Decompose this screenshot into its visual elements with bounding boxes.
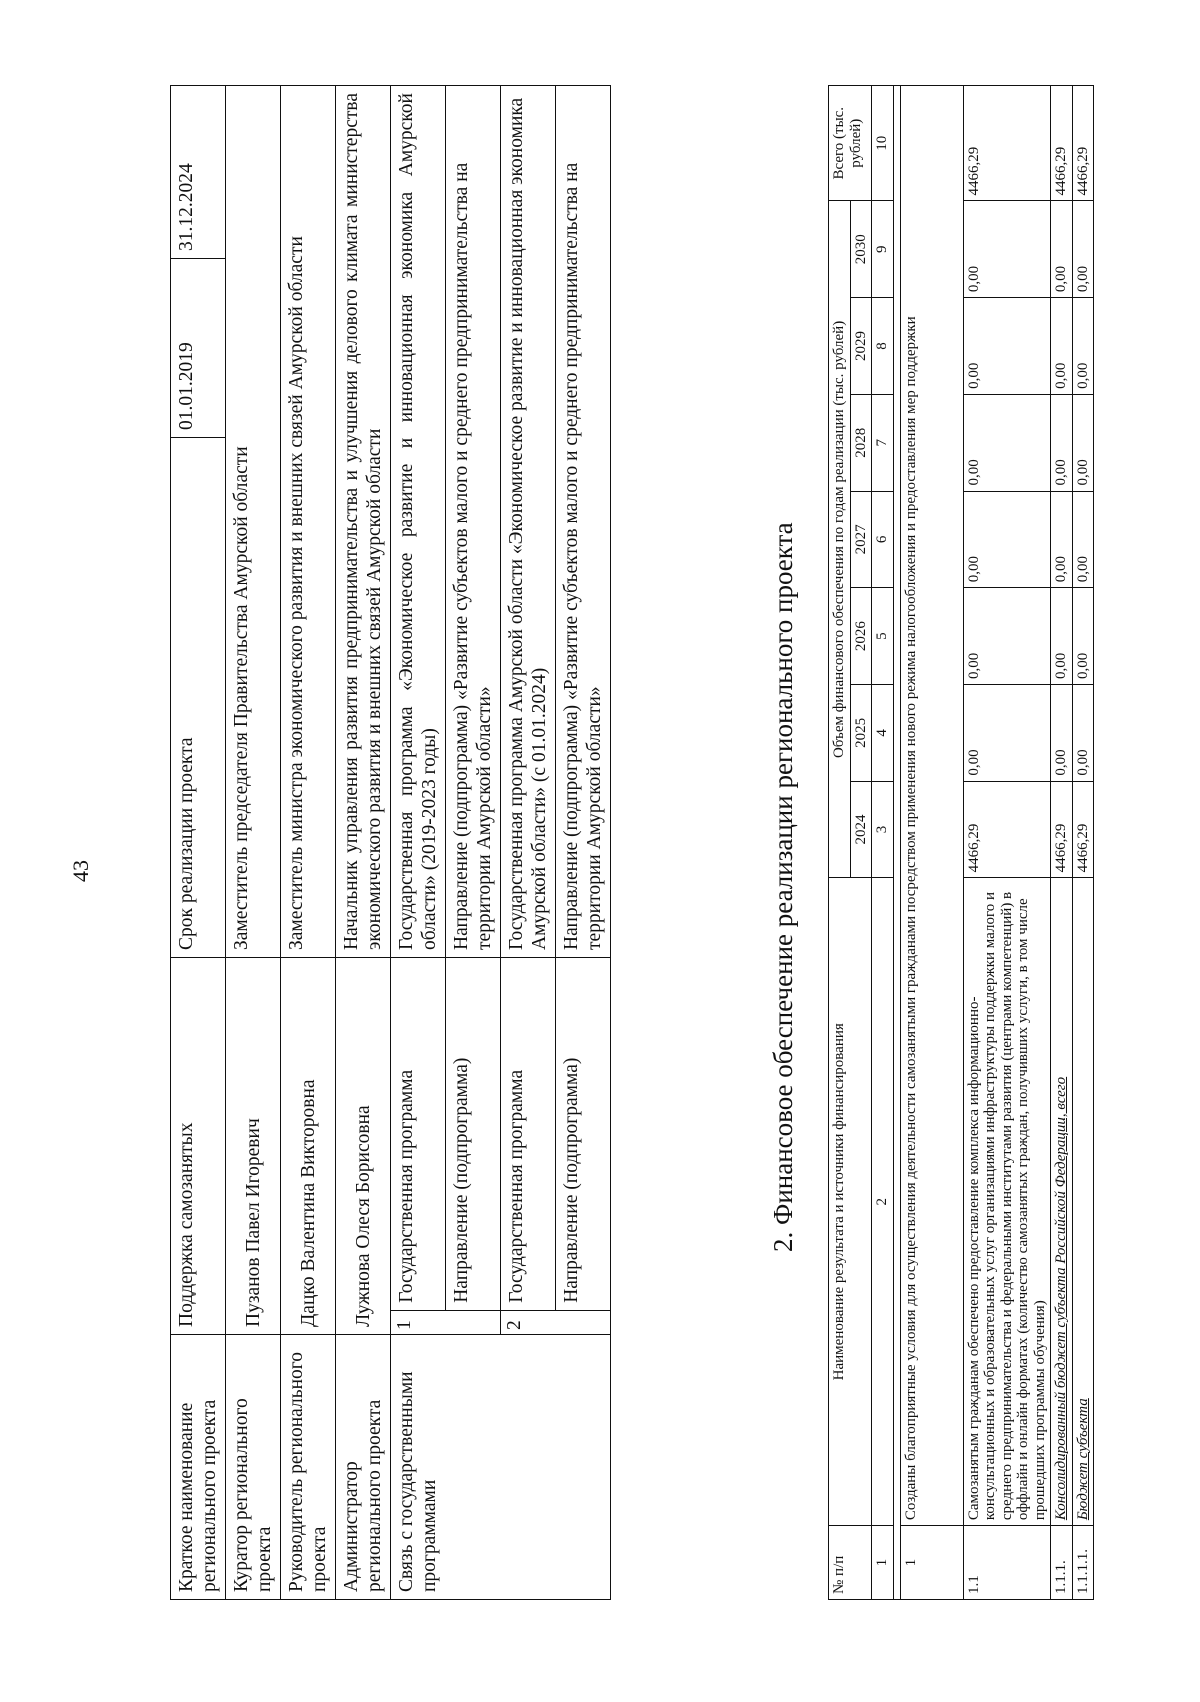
column-number: 7 [872,394,894,491]
row-value: 4466,29 [1051,781,1073,878]
row-value: 4466,29 [963,781,1051,878]
row-value: 0,00 [1072,684,1094,781]
column-number: 3 [872,781,894,878]
subprogram-value: Направление (подпрограмма) «Развитие субъектов малого и среднего предпринимательства на территории Амурской области» [446,86,501,958]
header-name: Наименование результата и источники финансирования [829,878,872,1526]
header-year: 2025 [850,684,872,781]
header-total: Всего (тыс. рублей) [829,86,872,201]
header-num: № п/п [829,1526,872,1600]
row-total: 4466,29 [1051,86,1073,201]
column-number: 8 [872,298,894,395]
row-name: Консолидированный бюджет субъекта Российской Федерации, всего [1051,878,1073,1526]
table-row [226,86,281,1600]
column-number: 9 [872,201,894,298]
table-row [1051,86,1073,1600]
period-label: Срок реализации проекта [171,438,226,958]
table-row [171,86,226,1600]
link-label: Связь с государственными программами [391,1335,611,1600]
task-text: Созданы благоприятные условия для осуществления деятельности самозанятыми гражданами посредством применения нового режима налогообложения и предоставления мер поддержки [900,86,963,1526]
program-value: Государственная программа Амурской области «Экономическое развитие и инновационная экономика Амурской области» (с 01.01.2024) [501,86,556,958]
row-value: 0,00 [1051,394,1073,491]
period-start: 01.01.2019 [171,259,226,438]
header-year: 2029 [850,298,872,395]
table-row [1072,86,1094,1600]
table-row [281,86,336,1600]
head-label: Руководитель регионального проекта [281,1335,336,1600]
period-end: 31.12.2024 [171,86,226,259]
subprogram-label: Направление (подпрограмма) [446,958,501,1311]
project-info-table [170,85,611,1600]
head-name: Дацко Валентина Викторовна [281,958,336,1335]
row-name: Самозанятым гражданам обеспечено предоставление комплекса информационно-консультационных и образовательных услуг организациями инфраструктуры поддержки малого и среднего предпринимательства и федеральными институтами развития (центрами компетенций) в оффлайн и онлайн форматах (количество самозанятых граждан, получивших услуги, в том числе прошедших программы обучения) [963,878,1051,1526]
short-name-label: Краткое наименование регионального проекта [171,1335,226,1600]
row-value: 0,00 [1051,298,1073,395]
header-volume: Объем финансового обеспечения по годам реализации (тыс. рублей) [829,201,851,878]
row-num: 1.1.1.1. [1072,1526,1094,1600]
column-number: 1 [872,1526,894,1600]
task-num: 1 [900,1526,963,1600]
row-total: 4466,29 [1072,86,1094,201]
subprogram-label: Направление (подпрограмма) [556,958,611,1311]
row-value: 0,00 [1051,201,1073,298]
program-number: 2 [501,1310,611,1334]
financing-table [828,85,1094,1600]
row-value: 0,00 [1072,201,1094,298]
row-name: Бюджет субъекта [1072,878,1094,1526]
admin-label: Администратор регионального проекта [336,1335,391,1600]
row-value: 0,00 [963,298,1051,395]
table-row [963,86,1051,1600]
row-value: 4466,29 [1072,781,1094,878]
column-number: 4 [872,684,894,781]
column-number: 6 [872,491,894,588]
column-number-row [872,86,894,1600]
row-value: 0,00 [1051,684,1073,781]
page-number: 43 [68,860,93,882]
row-value: 0,00 [963,684,1051,781]
separator-cell [893,86,900,1600]
row-value: 0,00 [963,394,1051,491]
table-header-row [829,86,851,1600]
program-label: Государственная программа [501,958,556,1311]
header-year: 2024 [850,781,872,878]
row-total: 4466,29 [963,86,1051,201]
row-value: 0,00 [963,201,1051,298]
curator-label: Куратор регионального проекта [226,1335,281,1600]
short-name-value: Поддержка самозанятых [171,958,226,1335]
column-number: 10 [872,86,894,201]
curator-name: Пузанов Павел Игоревич [226,958,281,1335]
column-number: 5 [872,588,894,685]
row-num: 1.1.1. [1051,1526,1073,1600]
row-num: 1.1 [963,1526,1051,1600]
row-value: 0,00 [963,588,1051,685]
header-year: 2028 [850,394,872,491]
row-value: 0,00 [1072,491,1094,588]
task-row [900,86,963,1600]
table-row [391,86,446,1600]
separator-row [893,86,900,1600]
row-value: 0,00 [1051,491,1073,588]
row-value: 0,00 [1072,298,1094,395]
row-value: 0,00 [1072,588,1094,685]
section-title: 2. Финансовое обеспечение реализации регионального проекта [768,522,798,1252]
curator-position: Заместитель председателя Правительства Амурской области [226,86,281,958]
header-year: 2027 [850,491,872,588]
program-number: 1 [391,1310,501,1334]
program-value: Государственная программа «Экономическое развитие и инновационная экономика Амурской области» (2019-2023 годы) [391,86,446,958]
admin-position: Начальник управления развития предпринимательства и улучшения делового климата министерства экономического развития и внешних связей Амурской области [336,86,391,958]
row-value: 0,00 [1072,394,1094,491]
row-value: 0,00 [1051,588,1073,685]
head-position: Заместитель министра экономического развития и внешних связей Амурской области [281,86,336,958]
column-number: 2 [872,878,894,1526]
header-year: 2026 [850,588,872,685]
program-label: Государственная программа [391,958,446,1311]
header-year: 2030 [850,201,872,298]
table-row [336,86,391,1600]
row-value: 0,00 [963,491,1051,588]
admin-name: Лужнова Олеся Борисовна [336,958,391,1335]
subprogram-value: Направление (подпрограмма) «Развитие субъектов малого и среднего предпринимательства на территории Амурской области» [556,86,611,958]
